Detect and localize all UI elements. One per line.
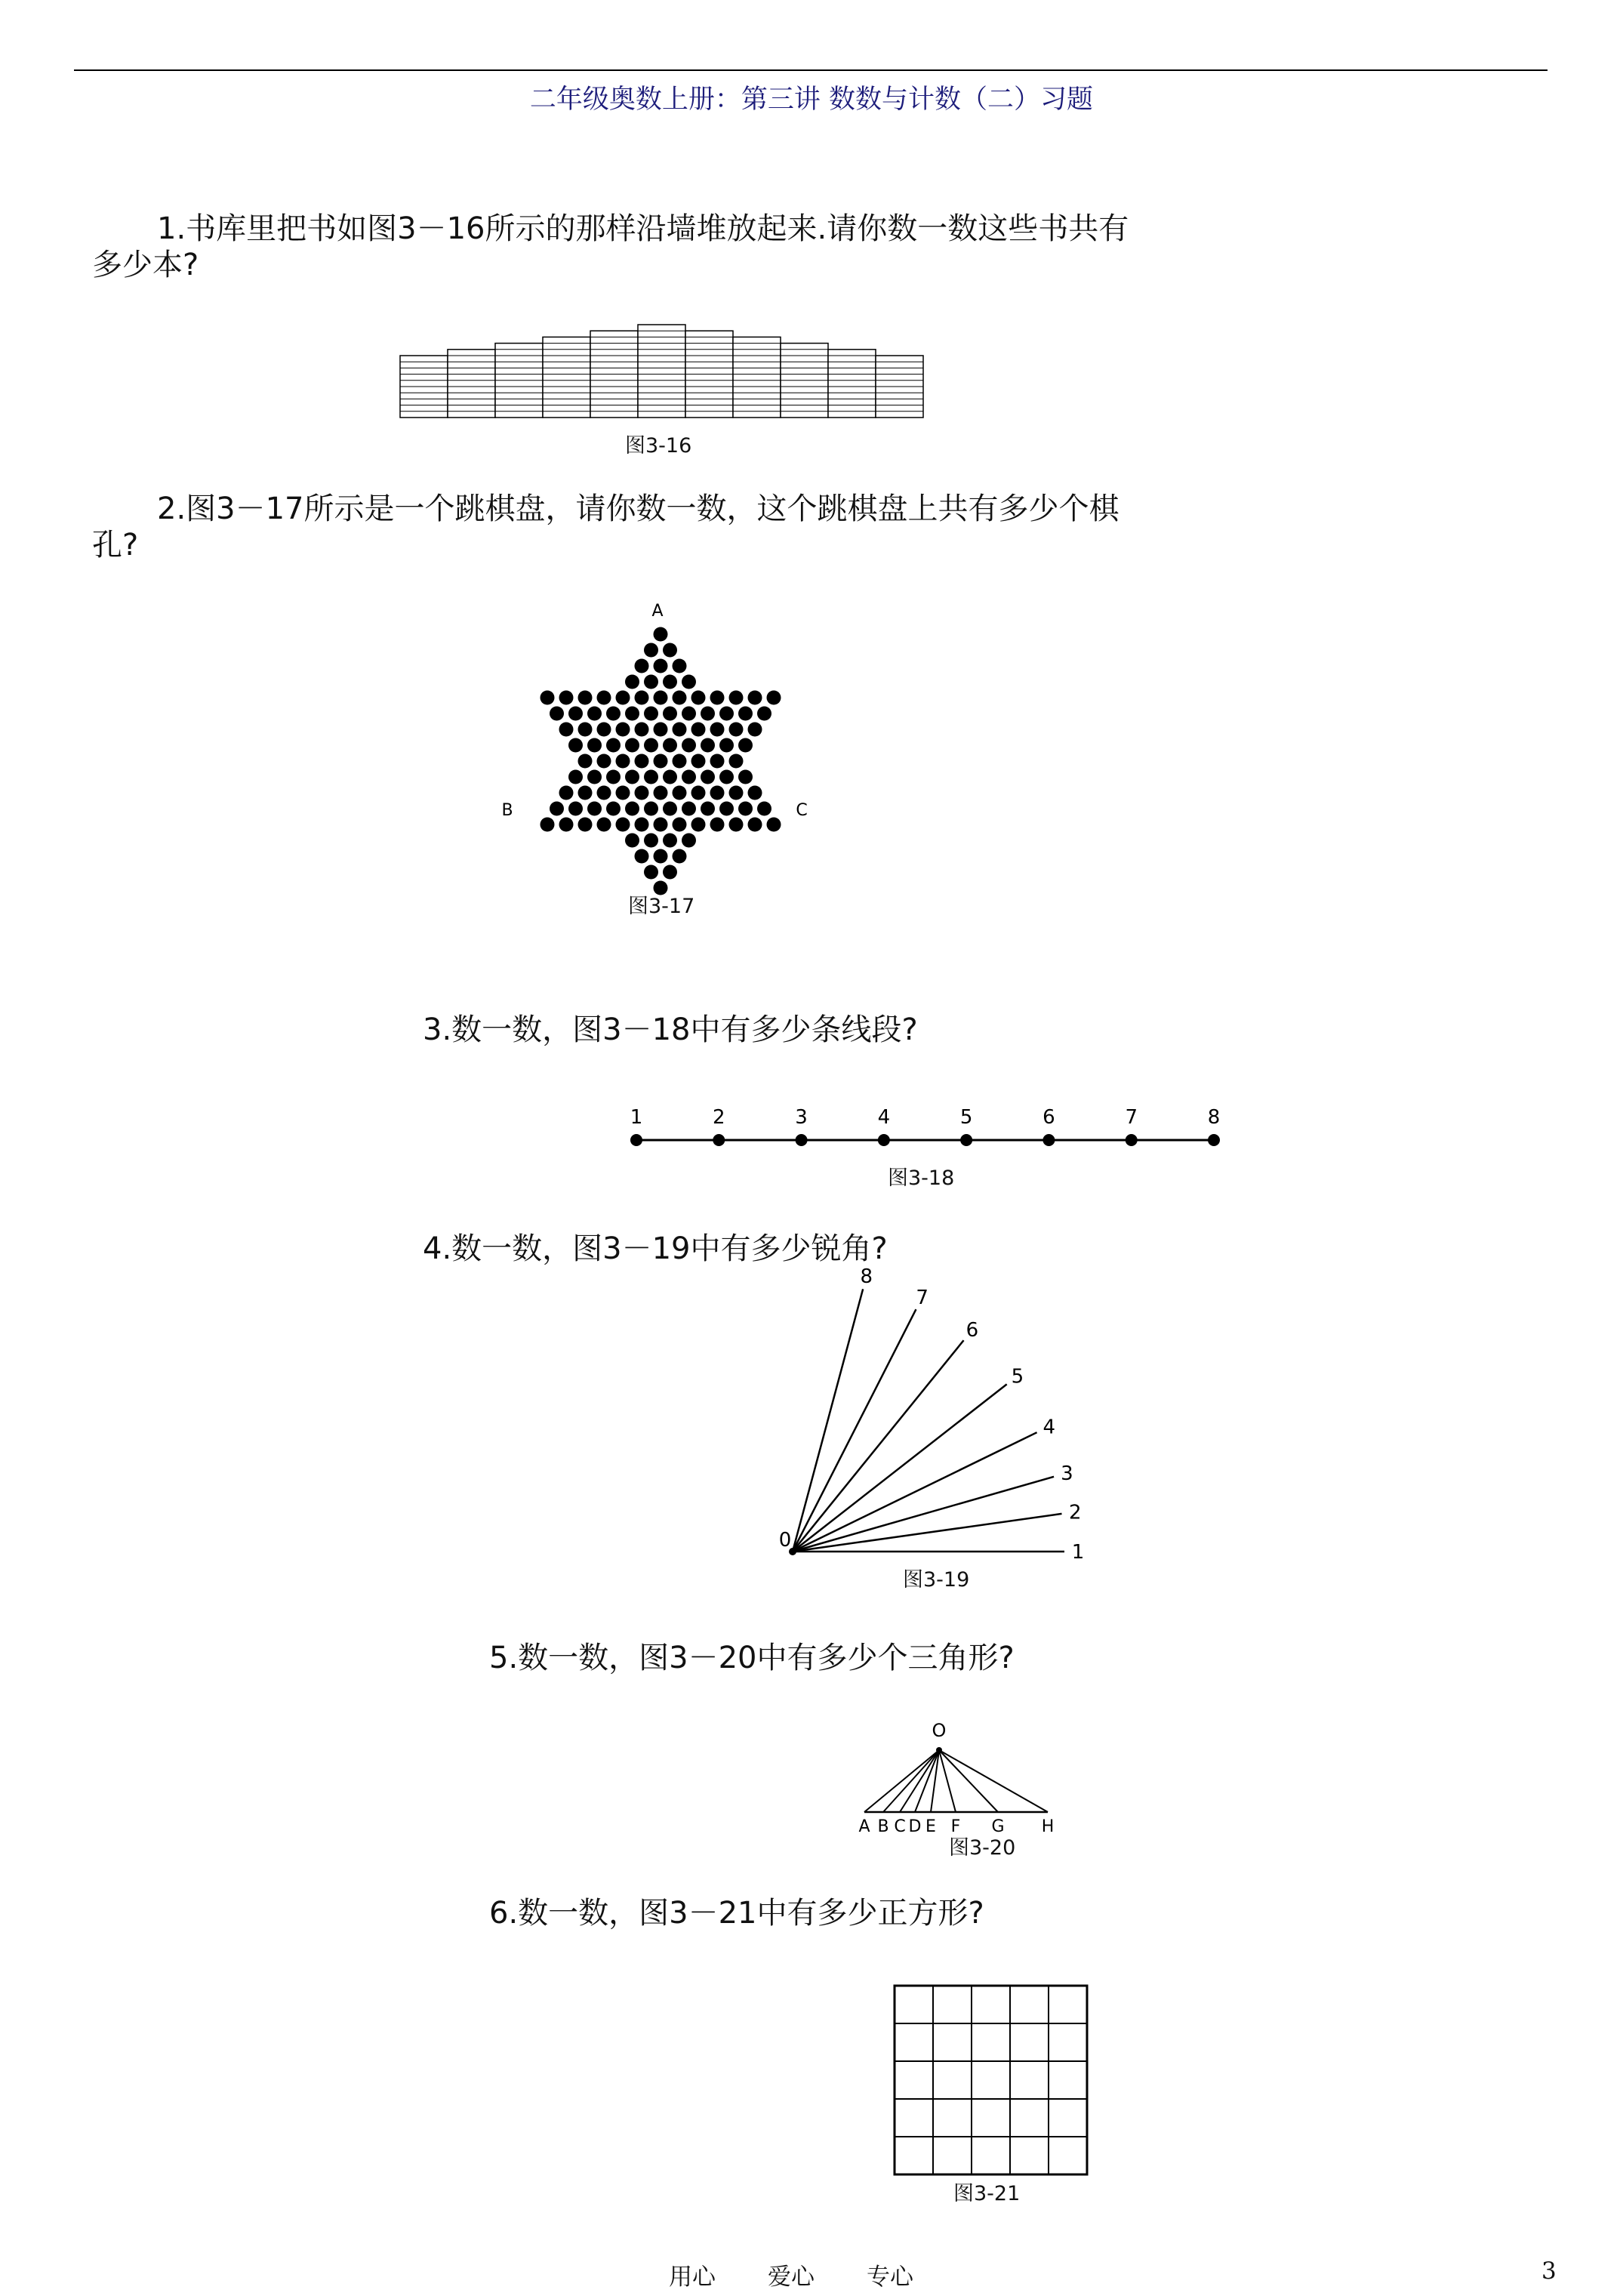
- board-hole-50: [625, 738, 639, 753]
- corner-label-b: B: [501, 801, 513, 820]
- board-hole-91: [625, 802, 639, 816]
- board-hole-68: [606, 770, 621, 784]
- board-hole-111: [767, 818, 781, 832]
- board-hole-11: [540, 691, 555, 705]
- board-hole-95: [701, 802, 715, 816]
- board-hole-29: [644, 707, 658, 721]
- line-o-a: [864, 1750, 939, 1812]
- board-hole-78: [597, 786, 611, 800]
- apex-label: O: [932, 1720, 947, 1741]
- segment-point-label-1: 1: [630, 1106, 643, 1129]
- board-hole-24: [550, 707, 564, 721]
- board-hole-20: [710, 691, 725, 705]
- board-hole-33: [719, 707, 734, 721]
- board-hole-109: [729, 818, 744, 832]
- board-hole-67: [587, 770, 602, 784]
- board-hole-77: [578, 786, 593, 800]
- figure-3-18-caption: 图3-18: [888, 1166, 955, 1190]
- board-hole-4: [635, 659, 649, 673]
- board-hole-119: [644, 865, 658, 880]
- figure-3-16-book-stacks: [393, 321, 929, 427]
- base-label-h: H: [1041, 1817, 1055, 1836]
- board-hole-118: [673, 849, 687, 864]
- question-4: 4.数一数，图3－19中有多少锐角?: [423, 1231, 888, 1266]
- board-hole-98: [757, 802, 771, 816]
- board-hole-63: [691, 754, 706, 769]
- ray-8: [793, 1289, 863, 1552]
- figure-3-19-rays-from-vertex: [762, 1265, 1095, 1567]
- board-hole-40: [635, 723, 649, 737]
- board-hole-102: [597, 818, 611, 832]
- figure-3-18-line-segment: [604, 1099, 1230, 1159]
- board-hole-105: [654, 818, 668, 832]
- segment-point-2: [713, 1134, 725, 1146]
- board-hole-110: [748, 818, 762, 832]
- board-hole-55: [719, 738, 734, 753]
- board-hole-87: [550, 802, 564, 816]
- board-hole-83: [691, 786, 706, 800]
- page-number: 3: [1541, 2257, 1557, 2285]
- board-hole-54: [701, 738, 715, 753]
- segment-point-6: [1042, 1134, 1055, 1146]
- board-hole-51: [644, 738, 658, 753]
- line-o-c: [900, 1750, 939, 1812]
- question-5: 5.数一数，图3－20中有多少个三角形?: [489, 1641, 1015, 1675]
- board-hole-60: [635, 754, 649, 769]
- board-hole-23: [767, 691, 781, 705]
- board-hole-82: [673, 786, 687, 800]
- board-hole-106: [673, 818, 687, 832]
- board-hole-70: [644, 770, 658, 784]
- ray-label-2: 2: [1069, 1501, 1082, 1524]
- board-hole-30: [663, 707, 677, 721]
- grid-outline: [895, 1986, 1087, 2174]
- board-hole-94: [682, 802, 696, 816]
- board-hole-103: [616, 818, 630, 832]
- board-hole-96: [719, 802, 734, 816]
- vertex-label: 0: [778, 1529, 792, 1552]
- footer-item-2: 爱心: [768, 2264, 815, 2291]
- book-stack-9: [781, 344, 828, 418]
- board-hole-66: [568, 770, 583, 784]
- board-hole-120: [663, 865, 677, 880]
- board-hole-115: [682, 834, 696, 848]
- board-hole-21: [729, 691, 744, 705]
- base-label-d: D: [908, 1817, 922, 1836]
- board-hole-28: [625, 707, 639, 721]
- corner-label-c: C: [796, 801, 808, 820]
- board-hole-39: [616, 723, 630, 737]
- book-stack-1: [400, 356, 448, 418]
- board-hole-38: [597, 723, 611, 737]
- segment-point-label-5: 5: [959, 1106, 973, 1129]
- page-header-title: 二年级奥数上册：第三讲 数数与计数（二）习题: [529, 85, 1094, 115]
- ray-label-4: 4: [1042, 1416, 1056, 1439]
- board-hole-97: [738, 802, 753, 816]
- ray-6: [793, 1340, 964, 1552]
- board-hole-27: [606, 707, 621, 721]
- book-stack-2: [448, 350, 495, 418]
- book-stack-4: [543, 337, 590, 418]
- question-1-line-2: 多少本?: [92, 248, 199, 282]
- board-hole-15: [616, 691, 630, 705]
- header-rule: [74, 69, 1548, 71]
- board-hole-44: [710, 723, 725, 737]
- board-hole-65: [729, 754, 744, 769]
- board-hole-107: [691, 818, 706, 832]
- board-hole-90: [606, 802, 621, 816]
- board-hole-72: [682, 770, 696, 784]
- board-hole-2: [644, 643, 658, 658]
- segment-point-label-3: 3: [795, 1106, 808, 1129]
- board-hole-47: [568, 738, 583, 753]
- board-hole-9: [663, 675, 677, 689]
- board-hole-117: [654, 849, 668, 864]
- corner-label-a: A: [651, 602, 664, 621]
- base-label-e: E: [925, 1817, 936, 1836]
- board-hole-36: [559, 723, 574, 737]
- board-hole-112: [625, 834, 639, 848]
- board-hole-49: [606, 738, 621, 753]
- segment-point-label-4: 4: [877, 1106, 891, 1129]
- board-hole-99: [540, 818, 555, 832]
- board-hole-74: [719, 770, 734, 784]
- footer-item-1: 用心: [669, 2264, 716, 2291]
- ray-7: [793, 1309, 916, 1552]
- book-stack-7: [685, 331, 733, 418]
- book-stack-8: [733, 337, 781, 418]
- board-hole-92: [644, 802, 658, 816]
- ray-label-3: 3: [1061, 1462, 1073, 1485]
- segment-point-4: [878, 1134, 890, 1146]
- board-hole-18: [673, 691, 687, 705]
- board-hole-12: [559, 691, 574, 705]
- board-hole-86: [748, 786, 762, 800]
- segment-point-3: [796, 1134, 808, 1146]
- segment-point-label-7: 7: [1125, 1106, 1138, 1129]
- base-label-f: F: [950, 1817, 961, 1836]
- figure-3-17-chinese-checkers-board: [498, 596, 830, 891]
- line-o-b: [883, 1750, 939, 1812]
- segment-point-label-2: 2: [713, 1106, 725, 1129]
- board-hole-16: [635, 691, 649, 705]
- book-stack-6: [638, 325, 685, 418]
- question-6: 6.数一数，图3－21中有多少正方形?: [489, 1896, 984, 1931]
- board-hole-45: [729, 723, 744, 737]
- question-1-line-1: 1.书库里把书如图3－16所示的那样沿墙堆放起来.请你数一数这些书共有: [157, 211, 1129, 246]
- figure-3-17-caption: 图3-17: [628, 895, 695, 918]
- board-hole-14: [597, 691, 611, 705]
- ray-label-8: 8: [860, 1265, 873, 1288]
- board-hole-73: [701, 770, 715, 784]
- board-hole-6: [673, 659, 687, 673]
- board-hole-84: [710, 786, 725, 800]
- board-hole-64: [710, 754, 725, 769]
- ray-label-6: 6: [965, 1319, 979, 1342]
- board-hole-89: [587, 802, 602, 816]
- board-hole-100: [559, 818, 574, 832]
- question-2-line-2: 孔?: [92, 528, 139, 562]
- board-hole-31: [682, 707, 696, 721]
- board-hole-116: [635, 849, 649, 864]
- board-hole-101: [578, 818, 593, 832]
- board-hole-37: [578, 723, 593, 737]
- board-hole-35: [757, 707, 771, 721]
- board-hole-52: [663, 738, 677, 753]
- board-hole-108: [710, 818, 725, 832]
- board-hole-1: [654, 627, 668, 642]
- board-hole-71: [663, 770, 677, 784]
- board-hole-80: [635, 786, 649, 800]
- segment-point-8: [1208, 1134, 1220, 1146]
- board-hole-104: [635, 818, 649, 832]
- board-hole-41: [654, 723, 668, 737]
- figure-3-20-triangles: [845, 1714, 1147, 1835]
- book-stack-3: [495, 344, 543, 418]
- question-2-line-1: 2.图3－17所示是一个跳棋盘，请你数一数，这个跳棋盘上共有多少个棋: [157, 492, 1119, 526]
- board-hole-69: [625, 770, 639, 784]
- board-hole-76: [559, 786, 574, 800]
- board-hole-62: [673, 754, 687, 769]
- board-hole-10: [682, 675, 696, 689]
- footer-item-3: 专心: [867, 2264, 913, 2291]
- segment-point-1: [630, 1134, 642, 1146]
- board-hole-19: [691, 691, 706, 705]
- board-hole-53: [682, 738, 696, 753]
- base-label-a: A: [858, 1817, 870, 1836]
- figure-3-16-caption: 图3-16: [625, 434, 692, 458]
- board-hole-81: [654, 786, 668, 800]
- board-hole-26: [587, 707, 602, 721]
- board-hole-25: [568, 707, 583, 721]
- ray-label-5: 5: [1011, 1365, 1024, 1388]
- board-hole-48: [587, 738, 602, 753]
- board-hole-32: [701, 707, 715, 721]
- board-hole-22: [748, 691, 762, 705]
- board-hole-61: [654, 754, 668, 769]
- board-hole-58: [597, 754, 611, 769]
- board-hole-5: [654, 659, 668, 673]
- board-hole-57: [578, 754, 593, 769]
- figure-3-21-square-grid: [887, 1978, 1098, 2182]
- segment-point-5: [960, 1134, 972, 1146]
- board-hole-34: [738, 707, 753, 721]
- board-hole-59: [616, 754, 630, 769]
- book-stack-10: [828, 350, 876, 418]
- base-label-g: G: [991, 1817, 1005, 1836]
- board-hole-56: [738, 738, 753, 753]
- board-hole-113: [644, 834, 658, 848]
- ray-label-1: 1: [1071, 1541, 1085, 1564]
- segment-point-7: [1126, 1134, 1138, 1146]
- board-hole-3: [663, 643, 677, 658]
- base-label-b: B: [877, 1817, 889, 1836]
- board-hole-46: [748, 723, 762, 737]
- figure-3-20-caption: 图3-20: [949, 1836, 1016, 1860]
- board-hole-42: [673, 723, 687, 737]
- board-hole-17: [654, 691, 668, 705]
- line-o-h: [939, 1750, 1048, 1812]
- ray-label-7: 7: [916, 1287, 929, 1310]
- board-hole-79: [616, 786, 630, 800]
- book-stack-11: [876, 356, 923, 418]
- board-hole-75: [738, 770, 753, 784]
- figure-3-21-caption: 图3-21: [953, 2182, 1021, 2205]
- board-hole-85: [729, 786, 744, 800]
- question-3: 3.数一数，图3－18中有多少条线段?: [423, 1012, 918, 1047]
- board-hole-43: [691, 723, 706, 737]
- segment-point-label-8: 8: [1207, 1106, 1221, 1129]
- board-hole-88: [568, 802, 583, 816]
- segment-point-label-6: 6: [1042, 1106, 1055, 1129]
- book-stack-5: [590, 331, 638, 418]
- board-hole-8: [644, 675, 658, 689]
- board-hole-7: [625, 675, 639, 689]
- board-hole-93: [663, 802, 677, 816]
- figure-3-19-caption: 图3-19: [903, 1568, 970, 1592]
- base-label-c: C: [894, 1817, 906, 1836]
- board-hole-114: [663, 834, 677, 848]
- board-hole-13: [578, 691, 593, 705]
